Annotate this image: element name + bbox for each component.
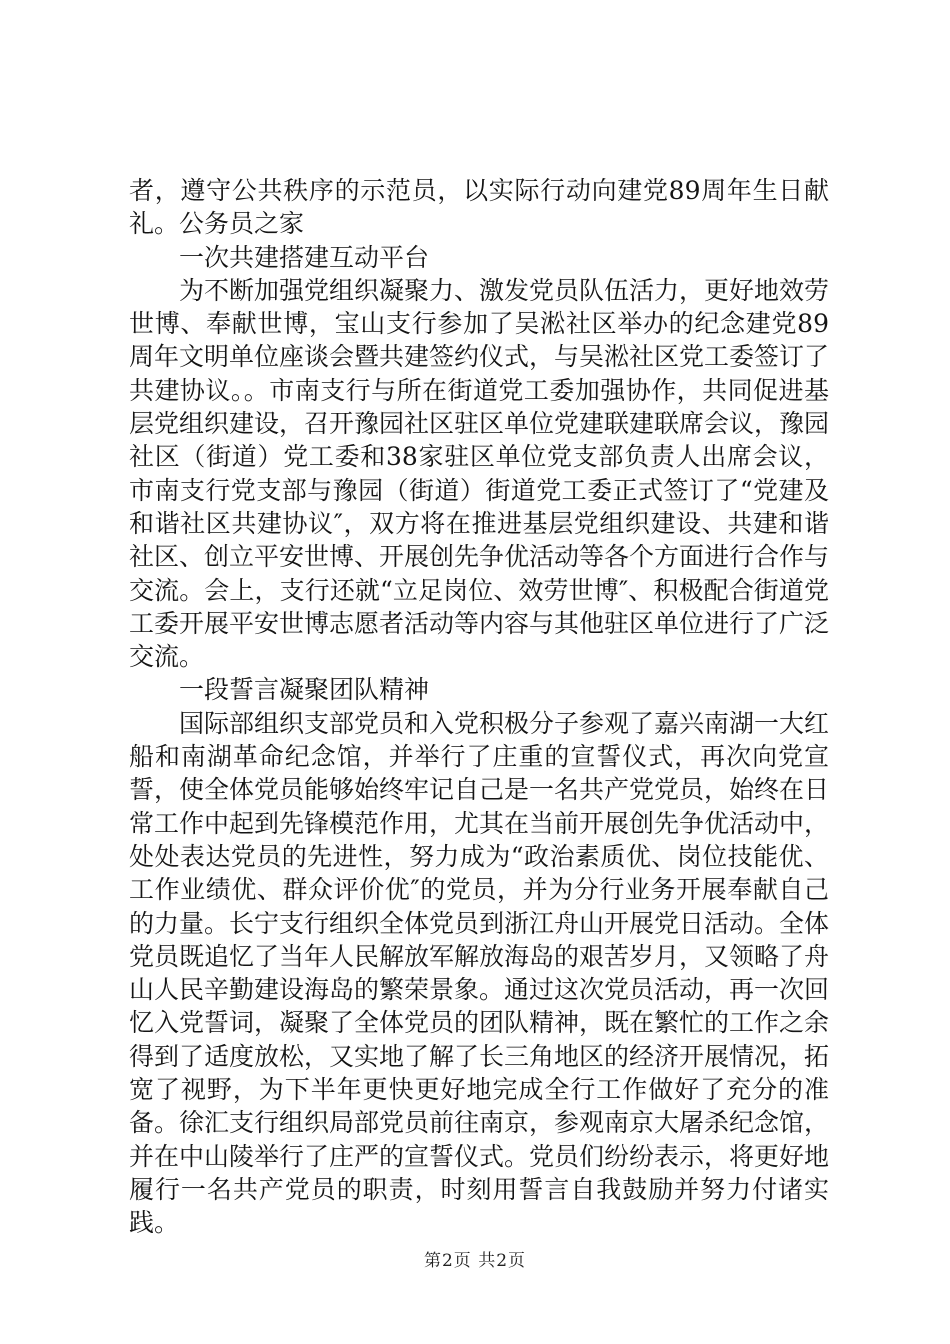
paragraph-oath: 国际部组织支部党员和入党积极分子参观了嘉兴南湖一大红船和南湖革命纪念馆，并举行了庄重的宣誓仪式，再次向党宣誓，使全体党员能够始终牢记自己是一名共产党党员，始终在日常工作中起到先锋模范作用，尤其在当前开展创先争优活动中，处处表达党员的先进性，努力成为“政治素质优、岗位技能优、工作业绩优、群众评价优″的党员，并为分行业务开展奉献自己的力量。长宁支行组织全体党员到浙江舟山开展党日活动。全体党员既追忆了当年人民解放军解放海岛的艰苦岁月，又领略了舟山人民辛勤建设海岛的繁荣景象。通过这次党员活动，再一次回忆入党誓词，凝聚了全体党员的团队精神，既在繁忙的工作之余得到了适度放松，又实地了解了长三角地区的经济开展情况，拓宽了视野，为下半年更快更好地完成全行工作做好了充分的准备。徐汇支行组织局部党员前往南京，参观南京大屠杀纪念馆，并在中山陵举行了庄严的宣誓仪式。党员们纷纷表示，将更好地履行一名共产党员的职责，时刻用誓言自我鼓励并努力付诸实践。 bbox=[129, 708, 830, 1238]
section-heading-cobuilding: 一次共建搭建互动平台 bbox=[179, 242, 430, 272]
paragraph-cobuilding: 为不断加强党组织凝聚力、激发党员队伍活力，更好地效劳世博、奉献世博，宝山支行参加了吴淞社区举办的纪念建党89周年文明单位座谈会暨共建签约仪式，与吴淞社区党工委签订了共建协议。。市南支行与所在街道党工委加强协作，共同促进基层党组织建设，召开豫园社区驻区单位党建联建联席会议，豫园社区（街道）党工委和38家驻区单位党支部负责人出席会议，市南支行党支部与豫园（街道）街道党工委正式签订了“党建及和谐社区共建协议″，双方将在推进基层党组织建设、共建和谐社区、创立平安世博、开展创先争优活动等各个方面进行合作与交流。会上，支行还就“立足岗位、效劳世博″、积极配合街道党工委开展平安世博志愿者活动等内容与其他驻区单位进行了广泛交流。 bbox=[129, 275, 830, 672]
section-heading-oath: 一段誓言凝聚团队精神 bbox=[179, 675, 430, 705]
paragraph-continuation: 者，遵守公共秩序的示范员，以实际行动向建党89周年生日献礼。公务员之家 bbox=[129, 176, 829, 239]
document-body bbox=[129, 174, 829, 1240]
page-footer: 第2页 共2页 bbox=[423, 1251, 527, 1271]
